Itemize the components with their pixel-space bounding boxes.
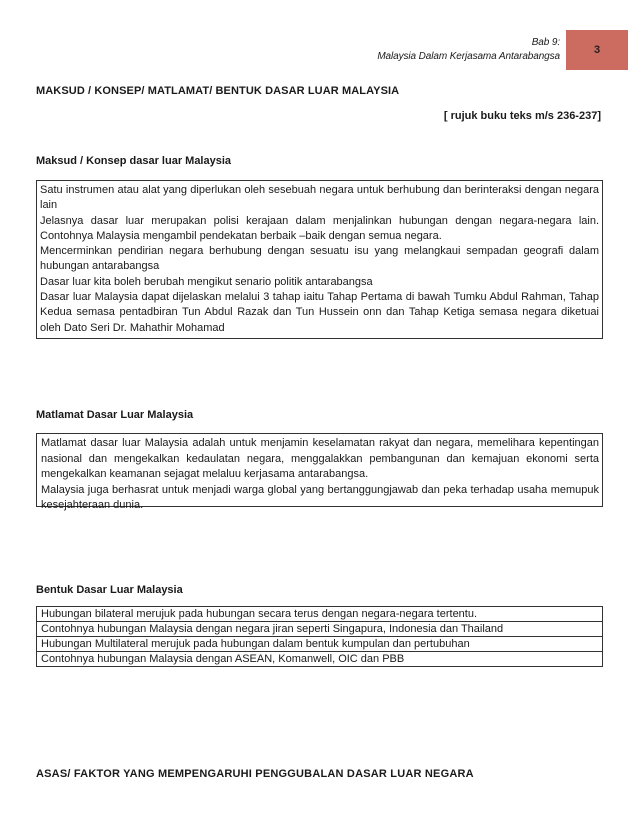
section-title-bentuk: Bentuk Dasar Luar Malaysia <box>36 584 183 596</box>
matlamat-box <box>36 433 603 511</box>
paragraph: Satu instrumen atau alat yang diperlukan oleh sesebuah negara untuk berhubung dan berinteraksi dengan negara lain <box>40 184 599 212</box>
maksud-box <box>36 180 603 339</box>
paragraph: Matlamat dasar luar Malaysia adalah untuk menjamin keselamatan rakyat dan negara, memelihara kepentingan nasional dan mengekalkan kedaulatan negara, menggalakkan pembangunan dan kemajuan ekonomi serta mengekalkan keamanan sejagat melaluu kerjasama antarabangsa. <box>41 437 599 480</box>
bentuk-table <box>36 606 603 667</box>
paragraph: Malaysia juga berhasrat untuk menjadi warga global yang bertanggungjawab dan peka terhadap usaha memupuk kesejahteraan dunia. <box>41 483 599 511</box>
page-number-badge: 3 <box>566 30 628 70</box>
table-row: Hubungan bilateral merujuk pada hubungan secara terus dengan negara-negara tertentu. <box>37 607 602 622</box>
main-title: MAKSUD / KONSEP/ MATLAMAT/ BENTUK DASAR LUAR MALAYSIA <box>36 85 400 97</box>
table-row: Contohnya hubungan Malaysia dengan negara jiran seperti Singapura, Indonesia dan Thailand <box>37 622 602 637</box>
paragraph: Dasar luar Malaysia dapat dijelaskan melalui 3 tahap iaitu Tahap Pertama di bawah Tumku Abdul Rahman, Tahap Kedua semasa pentadbiran Tun Abdul Razak dan Tun Hussein onn dan Tahap Ketiga semasa negara diketuai oleh Dato Seri Dr. Mahathir Mohamad <box>40 291 599 334</box>
paragraph: Mencerminkan pendirian negara berhubung dengan sesuatu isu yang melangkaui sempadan geografi dalam hubungan antarabangsa <box>40 245 599 273</box>
table-row: Contohnya hubungan Malaysia dengan ASEAN, Komanwell, OIC dan PBB <box>41 653 405 665</box>
paragraph: Jelasnya dasar luar merupakan polisi kerajaan dalam menjalinkan hubungan dengan negara-negara lain. Contohnya Malaysia mengambil pendekatan berbaik –baik dengan semua negara. <box>40 214 599 242</box>
table-row: Hubungan Multilateral merujuk pada hubungan dalam bentuk kumpulan dan pertubuhan <box>37 637 602 652</box>
next-section-title: ASAS/ FAKTOR YANG MEMPENGARUHI PENGGUBALAN DASAR LUAR NEGARA <box>36 768 474 780</box>
page-header <box>377 36 560 64</box>
section-title-maksud: Maksud / Konsep dasar luar Malaysia <box>36 155 232 167</box>
paragraph: Dasar luar kita boleh berubah mengikut senario politik antarabangsa <box>40 275 373 288</box>
textbook-reference: [ rujuk buku teks m/s 236-237] <box>443 110 601 122</box>
section-title-matlamat: Matlamat Dasar Luar Malaysia <box>36 409 194 421</box>
chapter-subtitle: Malaysia Dalam Kerjasama Antarabangsa <box>377 51 560 62</box>
chapter-label: Bab 9: <box>531 37 560 48</box>
